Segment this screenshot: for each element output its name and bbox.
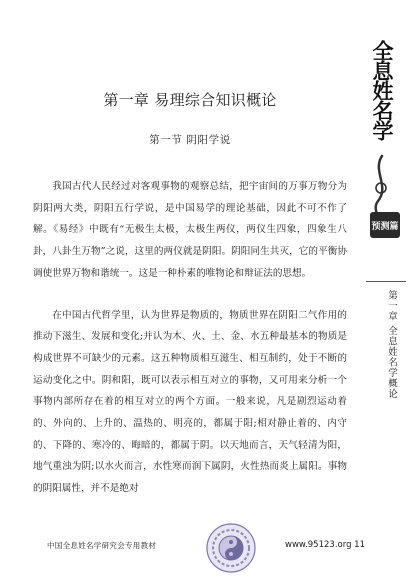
- side-calligraphy-title: 全息姓名学: [370, 40, 395, 140]
- emblem-logo-icon: [205, 522, 257, 574]
- paragraph: 我国古代人民经过对客观事物的观察总结，把宇宙间的万事万物分为阴阳两大类，阴阳五行学说，是中国易学的理论基础，因此不可不作了解。《易经》中既有“无极生太极，太极生两仪，两仪生四象，四象生八卦，八卦生万物”之说，这里的两仪就是阴阳。阴阳同生共灭，它的平衡协调使世界万物和谐统一。这是一种朴素的唯物论和辩证法的思想。: [33, 181, 347, 279]
- body-text: [33, 176, 347, 500]
- paragraph: 在中国古代哲学里，认为世界是物质的，物质世界在阴阳二气作用的推动下滋生、发展和变化;并认为木、火、土、金、水五种最基本的物质是构成世界不可缺少的元素。这五种物质相互滋生、相互制约，处于不断的运动变化之中。阴和阳，既可以表示相互对立的事物，又可用来分析一个事物内部所存在着的相互对立的两个方面。一般来说，凡是剧烈运动着的、外向的、上升的、温热的、明亮的，都属于阳;相对静止着的、内守的、下降的、寒冷的、晦暗的，都属于阴。以天地而言，天气轻清为阳，地气重浊为阴;以水火而言，水性寒而润下属阴，火性热而炎上属阳。事物的阴阳属性，并不是绝对: [33, 309, 347, 495]
- chapter-title: 第一章 易理综合知识概论: [103, 91, 277, 109]
- side-chapter-tab: 第一章 全息姓名学概论: [386, 290, 397, 400]
- side-divider: [366, 281, 406, 282]
- volume-label: 预测篇: [370, 212, 400, 238]
- footer-website-page: [285, 540, 365, 550]
- page-number: 11: [354, 540, 365, 550]
- footer-organization: 中国全息姓名学研究会专用教材: [47, 541, 157, 550]
- section-title: 第一节 阴阳学说: [149, 134, 231, 146]
- footer-website: www.95123.org: [285, 540, 352, 550]
